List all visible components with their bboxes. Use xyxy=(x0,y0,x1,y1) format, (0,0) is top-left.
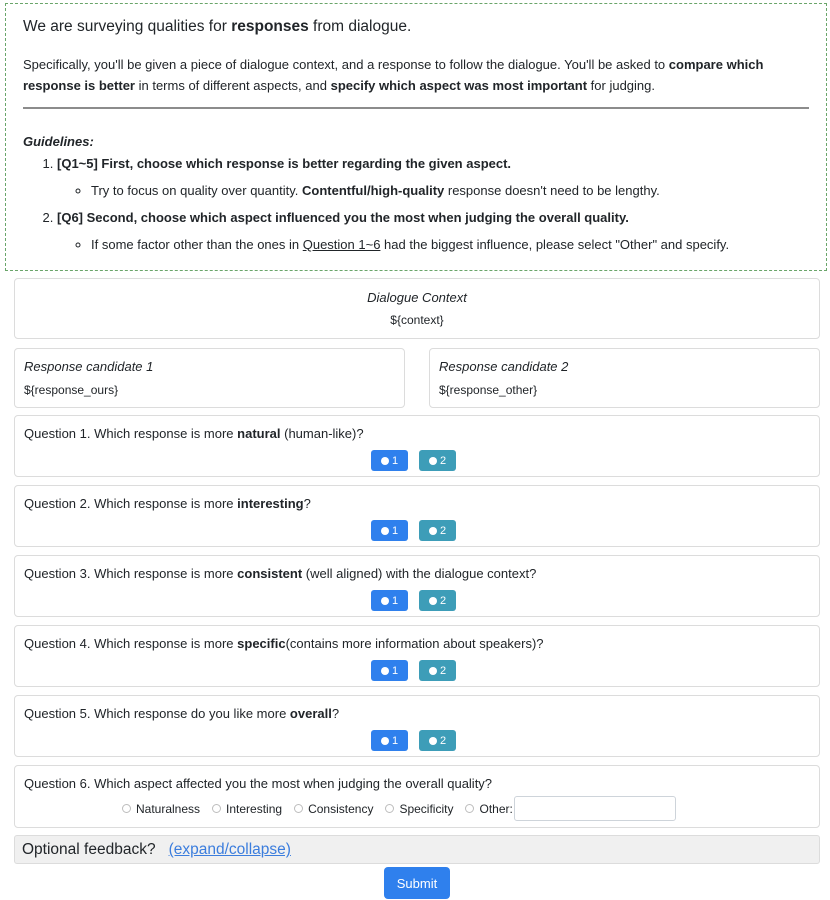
radio-dot-icon xyxy=(381,737,389,745)
instructions-title: We are surveying qualities for responses from dialogue. xyxy=(23,18,412,35)
question-2-choice-2-button[interactable]: 2 xyxy=(419,520,456,541)
radio-icon xyxy=(122,804,131,813)
guidelines-list xyxy=(23,155,809,254)
question-2-card xyxy=(14,485,820,547)
radio-dot-icon xyxy=(429,457,437,465)
guidelines-title: Guidelines: xyxy=(23,134,94,149)
radio-icon xyxy=(212,804,221,813)
question-3-choice-1-button[interactable]: 1 xyxy=(371,590,408,611)
question-3-card xyxy=(14,555,820,617)
question-3-text: Question 3. Which response is more consistent (well aligned) with the dialogue context? xyxy=(24,566,537,581)
response-candidate-2-title: Response candidate 2 xyxy=(439,359,569,374)
response-candidate-1-value: ${response_ours} xyxy=(24,383,119,397)
radio-dot-icon xyxy=(429,597,437,605)
question-3-choice-2-button[interactable]: 2 xyxy=(419,590,456,611)
option-naturalness[interactable]: Naturalness xyxy=(122,802,200,816)
radio-dot-icon xyxy=(381,527,389,535)
response-candidate-1-title: Response candidate 1 xyxy=(24,359,154,374)
radio-icon xyxy=(294,804,303,813)
submit-button[interactable]: Submit xyxy=(384,867,450,899)
question-4-choice-1-button[interactable]: 1 xyxy=(371,660,408,681)
guideline-1-sub: ◦ Try to focus on quality over quantity. Contentful/high-quality response doesn't need to be lengthy. xyxy=(91,182,809,200)
dialogue-context-card xyxy=(14,278,820,339)
radio-icon xyxy=(465,804,474,813)
option-specificity[interactable]: Specificity xyxy=(385,802,453,816)
question-6-card xyxy=(14,765,820,828)
option-consistency[interactable]: Consistency xyxy=(294,802,373,816)
option-interesting[interactable]: Interesting xyxy=(212,802,282,816)
radio-dot-icon xyxy=(381,457,389,465)
response-candidate-1-card xyxy=(14,348,405,408)
question-1-card xyxy=(14,415,820,477)
question-6-text: Question 6. Which aspect affected you the most when judging the overall quality? xyxy=(24,776,493,791)
question-4-card xyxy=(14,625,820,687)
radio-dot-icon xyxy=(381,597,389,605)
guideline-1: 1. [Q1~5] First, choose which response is better regarding the given aspect. ◦ Try to focus on quality over quantity. Contentful/high-quality response doesn't need to be lengthy. xyxy=(57,155,809,200)
radio-dot-icon xyxy=(381,667,389,675)
divider xyxy=(23,107,809,109)
instructions-description: Specifically, you'll be given a piece of dialogue context, and a response to follow the dialogue. You'll be asked to compare which response is better in terms of different aspects, and specify which aspect was most important for judging. xyxy=(23,57,764,93)
guideline-2-sub: ◦ If some factor other than the ones in Question 1~6 had the biggest influence, please select "Other" and specify. xyxy=(91,236,809,254)
question-1-text: Question 1. Which response is more natural (human-like)? xyxy=(24,426,364,441)
optional-feedback-label: Optional feedback? xyxy=(22,841,156,858)
question-4-choice-2-button[interactable]: 2 xyxy=(419,660,456,681)
question-5-choice-1-button[interactable]: 1 xyxy=(371,730,408,751)
other-text-input[interactable] xyxy=(514,796,676,821)
radio-dot-icon xyxy=(429,737,437,745)
question-1-choice-1-button[interactable]: 1 xyxy=(371,450,408,471)
option-other[interactable]: Other: xyxy=(465,802,512,816)
question-2-choice-1-button[interactable]: 1 xyxy=(371,520,408,541)
response-candidate-2-card xyxy=(429,348,820,408)
dialogue-context-value: ${context} xyxy=(390,313,444,327)
radio-dot-icon xyxy=(429,667,437,675)
question-5-text: Question 5. Which response do you like more overall? xyxy=(24,706,340,721)
dialogue-context-title: Dialogue Context xyxy=(367,290,467,305)
question-4-text: Question 4. Which response is more specific(contains more information about speakers)? xyxy=(24,636,544,651)
question-1-choice-2-button[interactable]: 2 xyxy=(419,450,456,471)
radio-dot-icon xyxy=(429,527,437,535)
guideline-2: 2. [Q6] Second, choose which aspect influenced you the most when judging the overall quality. ◦ If some factor other than the ones in Question 1~6 had the biggest influence, please select "Other" and specify. xyxy=(57,209,809,254)
question-2-text: Question 2. Which response is more interesting? xyxy=(24,496,311,511)
instructions-panel xyxy=(5,3,827,271)
question-5-card xyxy=(14,695,820,757)
question-5-choice-2-button[interactable]: 2 xyxy=(419,730,456,751)
question-6-options xyxy=(122,796,676,821)
optional-feedback-bar xyxy=(14,835,820,864)
expand-collapse-link[interactable]: (expand/collapse) xyxy=(168,841,291,858)
response-candidate-2-value: ${response_other} xyxy=(439,383,538,397)
radio-icon xyxy=(385,804,394,813)
